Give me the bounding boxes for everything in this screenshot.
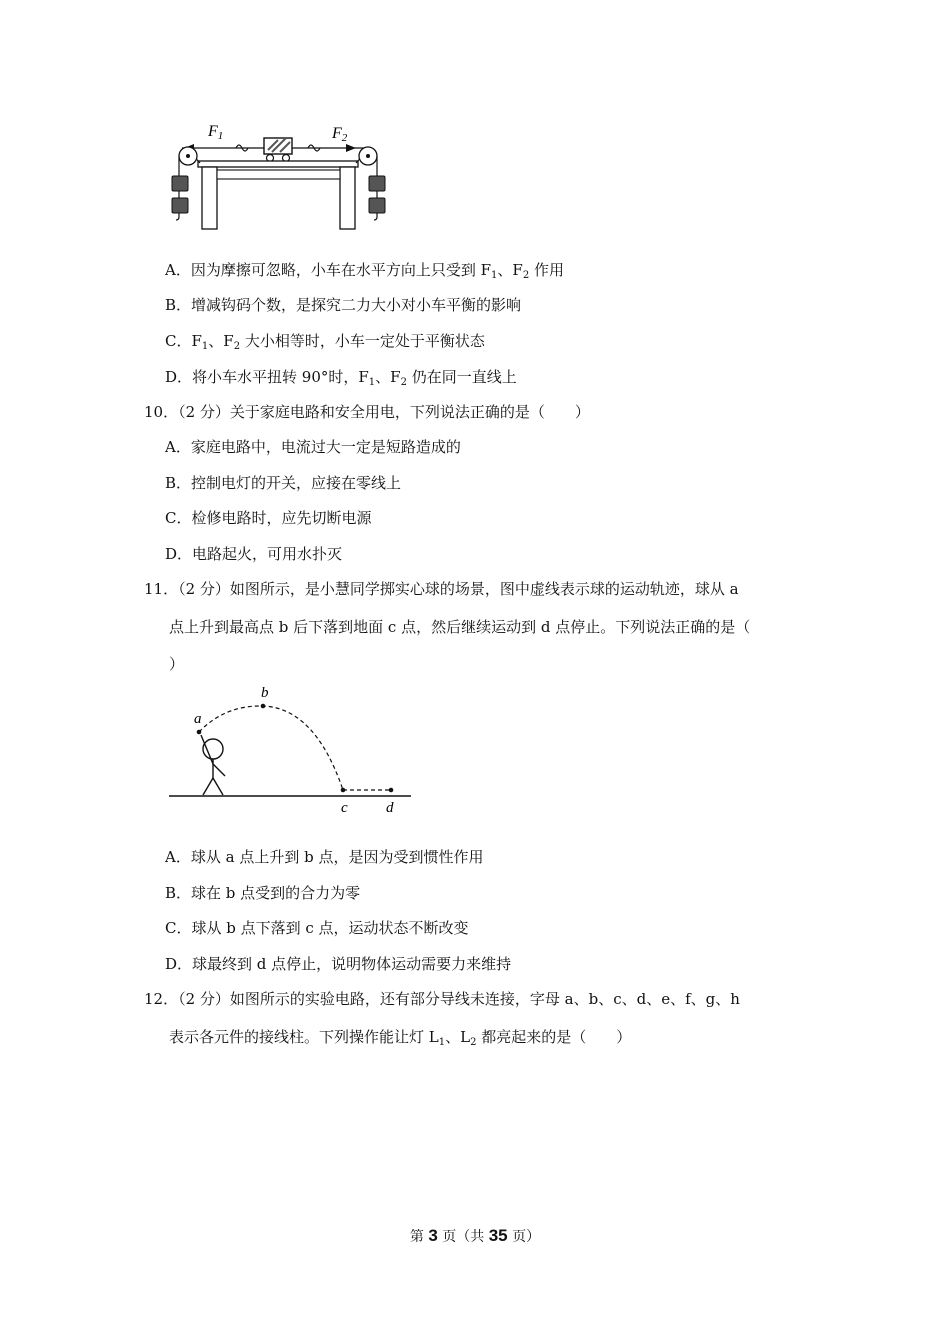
point-d <box>389 788 394 793</box>
q11-option-b: B．球在 b 点受到的合力为零 <box>165 884 361 902</box>
page-footer: 第 3 页（共 35 页） <box>409 1226 541 1245</box>
pulley-left-icon <box>179 147 200 176</box>
f1-label: F1 <box>208 123 224 142</box>
q10-option-b: B．控制电灯的开关，应接在零线上 <box>165 474 402 492</box>
cart <box>264 138 292 162</box>
table-leg-left <box>202 167 217 229</box>
q10-option-a: A．家庭电路中，电流过大一定是短路造成的 <box>165 438 461 456</box>
f2-label: F2 <box>332 125 348 144</box>
q9-option-a: A．因为摩擦可忽略，小车在水平方向上只受到 $F_1$、$F_2$ 作用 <box>165 261 564 281</box>
label-c: c <box>341 800 348 816</box>
q11-option-d: D．球最终到 d 点停止，说明物体运动需要力来维持 <box>165 955 512 973</box>
q10-number: 10． <box>144 403 179 421</box>
q11-option-a: A．球从 a 点上升到 b 点，是因为受到惯性作用 <box>165 848 484 866</box>
q9-option-d: D．将小车水平扭转 90°时，$F_1$、$F_2$ 仍在同一直线上 <box>165 368 517 388</box>
label-b: b <box>261 685 269 701</box>
arrow-right-icon <box>346 144 356 152</box>
point-a <box>197 730 202 735</box>
q11-number: 11． <box>144 580 179 598</box>
table-top <box>198 161 358 167</box>
table-crossbar <box>217 170 340 179</box>
point-c <box>341 788 346 793</box>
q11-option-c: C．球从 b 点下落到 c 点，运动状态不断改变 <box>165 919 469 937</box>
q9-option-b: B．增减钩码个数，是探究二力大小对小车平衡的影响 <box>165 296 522 314</box>
point-b <box>261 704 266 709</box>
table-leg-right <box>340 167 355 229</box>
weights-left-icon <box>172 176 188 220</box>
cart-table-figure <box>168 118 388 234</box>
q10-stem: 10．（2 分）关于家庭电路和安全用电，下列说法正确的是（ ） <box>144 403 590 421</box>
label-d: d <box>386 800 394 816</box>
total-pages: 35 <box>488 1226 508 1245</box>
q12-stem-line1: 12．（2 分）如图所示的实验电路，还有部分导线未连接，字母 a、b、c、d、e、f、g、h <box>144 990 740 1008</box>
q10-option-d: D．电路起火，可用水扑灭 <box>165 545 343 563</box>
q10-option-c: C．检修电路时，应先切断电源 <box>165 509 372 527</box>
q9-option-c: C．$F_1$、$F_2$ 大小相等时，小车一定处于平衡状态 <box>165 332 485 352</box>
label-a: a <box>194 711 202 727</box>
q11-stem-line3: ） <box>169 655 185 673</box>
q11-stem-line2: 点上升到最高点 b 后下落到地面 c 点，然后继续运动到 d 点停止。下列说法正确的是（ <box>169 618 751 636</box>
page-number: 3 <box>428 1226 438 1245</box>
q12-number: 12． <box>144 990 179 1008</box>
pulley-right-icon <box>356 147 377 176</box>
ball-trajectory-figure <box>165 680 415 820</box>
q12-stem-line2: 表示各元件的接线柱。下列操作能让灯 $L_1$、$L_2$ 都亮起来的是（ ） <box>169 1028 632 1048</box>
q11-stem-line1: 11．（2 分）如图所示，是小慧同学掷实心球的场景，图中虚线表示球的运动轨迹，球从 a <box>144 580 739 598</box>
stick-figure-icon <box>201 735 225 795</box>
weights-right-icon <box>369 176 385 220</box>
